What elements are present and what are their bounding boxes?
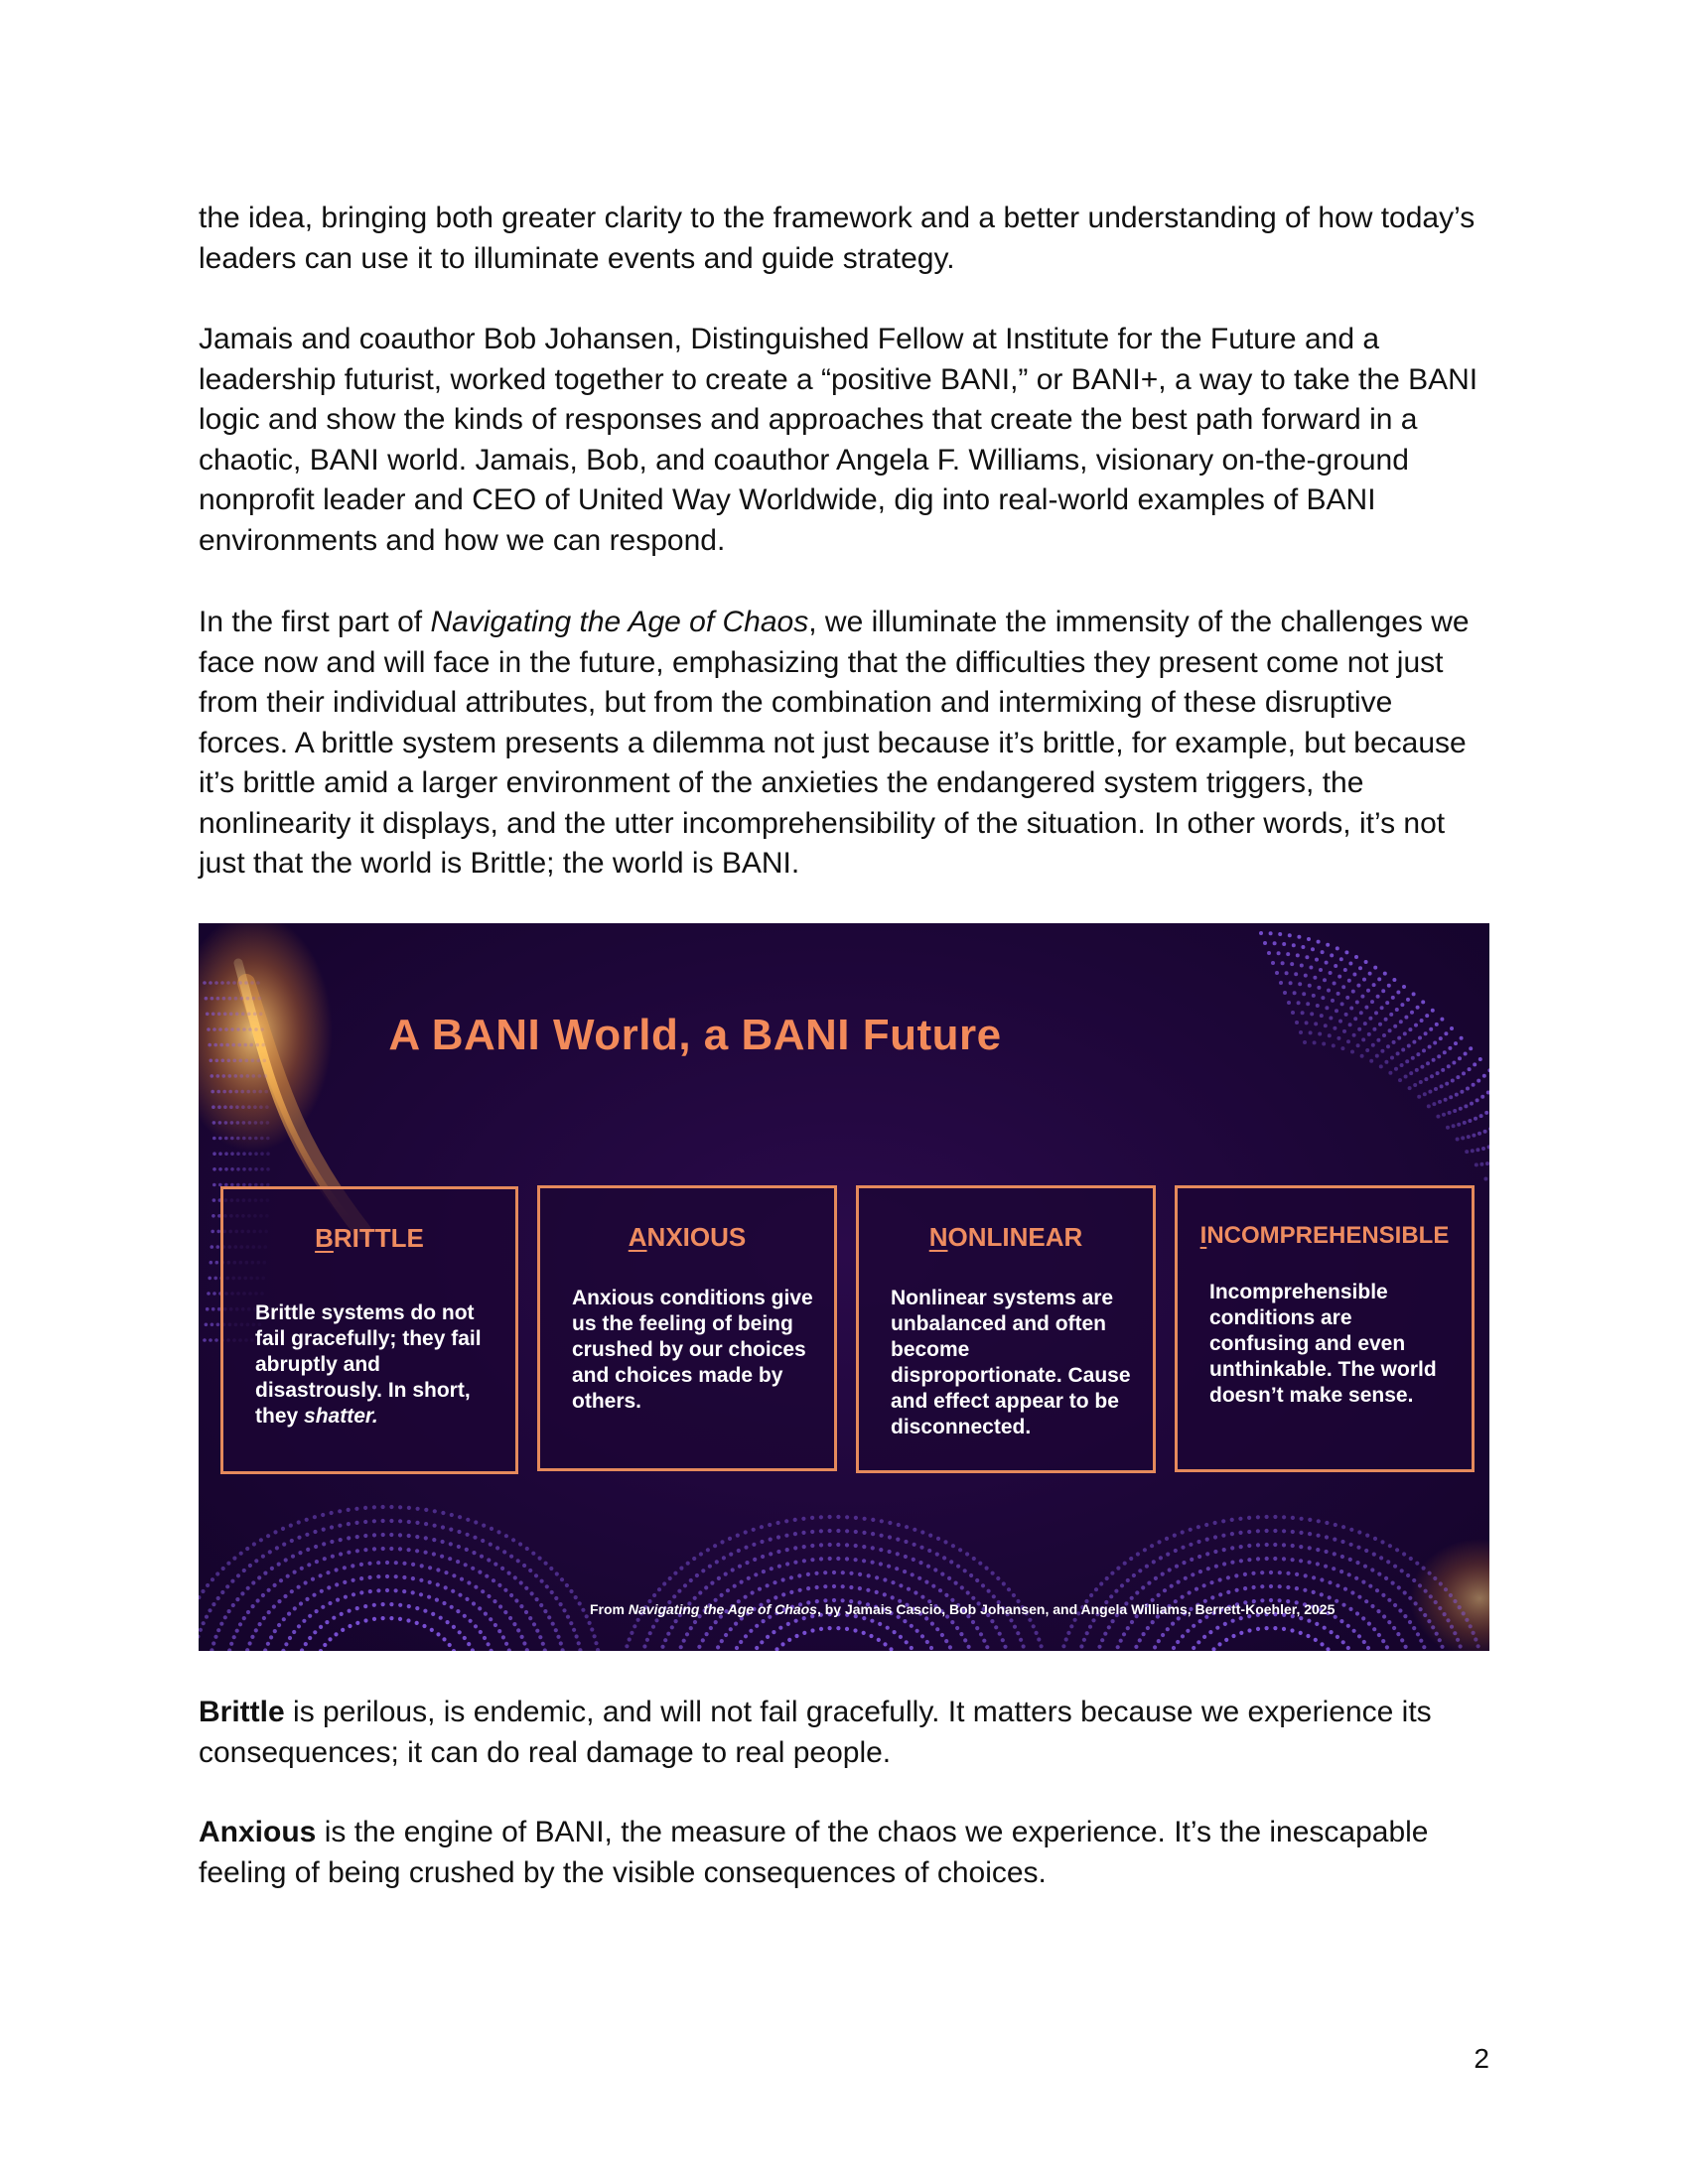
card-brittle	[220, 1186, 518, 1474]
card-incomprehensible	[1175, 1185, 1475, 1472]
card-text	[1209, 1280, 1456, 1409]
figure-caption	[590, 1601, 1464, 1617]
card-heading	[1178, 1222, 1472, 1250]
card-heading	[859, 1222, 1153, 1253]
card-heading	[540, 1222, 834, 1253]
card-text	[891, 1286, 1137, 1440]
card-text	[572, 1286, 818, 1415]
card-initial: I	[1199, 1222, 1207, 1249]
card-anxious	[537, 1185, 837, 1471]
bani-figure	[199, 923, 1489, 1651]
card-heading-rest: NXIOUS	[646, 1222, 747, 1252]
card-heading-rest: NCOMPREHENSIBLE	[1206, 1222, 1450, 1249]
caption-start: From	[590, 1601, 629, 1617]
card-initial: A	[628, 1222, 647, 1252]
card-body: Brittle systems do not fail gracefully; they fail abruptly and disastrously. In short, they	[255, 1301, 482, 1428]
card-heading-rest: ONLINEAR	[947, 1222, 1083, 1252]
figure-title: A BANI World, a BANI Future	[388, 1011, 1002, 1059]
card-initial: B	[315, 1223, 334, 1253]
term-brittle: Brittle	[199, 1696, 285, 1728]
paragraph-intro-continued: the idea, bringing both greater clarity to the framework and a better understanding of how today’s leaders can use it to illuminate events and guide strategy.	[199, 202, 1476, 275]
card-body: Anxious conditions give us the feeling of being crushed by our choices and choices made by others.	[572, 1287, 813, 1413]
paragraph-anxious	[199, 1813, 1489, 1893]
book-title: Navigating the Age of Chaos	[430, 606, 809, 638]
p3-rest: , we illuminate the immensity of the challenges we face now and will face in the future, emphasizing that the difficulties they present come not just from their individual attributes, but from the combination and intermixing of these disruptive forces. A brittle system presents a dilemma not just because it’s brittle, for example, but because it’s brittle amid a larger environment of the anxieties the endangered system triggers, the nonlinearity it displays, and the utter incomprehensibility of the situation. In other words, it’s not just that the world is Brittle; the world is BANI.	[199, 606, 1470, 880]
card-emphasis: shatter.	[304, 1405, 378, 1428]
card-nonlinear	[856, 1185, 1156, 1473]
p4-rest: is perilous, is endemic, and will not fail gracefully. It matters because we experience its consequences; it can do real damage to real people.	[199, 1696, 1432, 1769]
card-initial: N	[928, 1222, 948, 1252]
card-heading	[223, 1223, 515, 1254]
paragraph-first-part	[199, 603, 1489, 885]
card-heading-rest: RITTLE	[333, 1223, 424, 1253]
term-anxious: Anxious	[199, 1816, 317, 1848]
caption-book-title: Navigating the Age of Chaos	[628, 1601, 817, 1617]
paragraph-brittle	[199, 1693, 1489, 1773]
card-text	[255, 1300, 499, 1430]
page-number: 2	[1474, 2043, 1489, 2074]
card-body: Incomprehensible conditions are confusing and even unthinkable. The world doesn’t make sense.	[1209, 1281, 1437, 1407]
p5-rest: is the engine of BANI, the measure of the chaos we experience. It’s the inescapable feeling of being crushed by the visible consequences of choices.	[199, 1816, 1429, 1889]
paragraph-bani-plus: Jamais and coauthor Bob Johansen, Distinguished Fellow at Institute for the Future and a leadership futurist, worked together to create a “positive BANI,” or BANI+, a way to take the BANI logic and show the kinds of responses and approaches that create the best path forward in a chaotic, BANI world. Jamais, Bob, and coauthor Angela F. Williams, visionary on-the-ground nonprofit leader and CEO of United Way Worldwide, dig into real-world examples of BANI environments and how we can respond.	[199, 323, 1478, 557]
caption-rest: , by Jamais Cascio, Bob Johansen, and Angela Williams, Berrett-Koehler, 2025	[816, 1601, 1336, 1617]
p3-start: In the first part of	[199, 606, 431, 638]
card-body: Nonlinear systems are unbalanced and often become disproportionate. Cause and effect appear to be disconnected.	[891, 1287, 1131, 1438]
